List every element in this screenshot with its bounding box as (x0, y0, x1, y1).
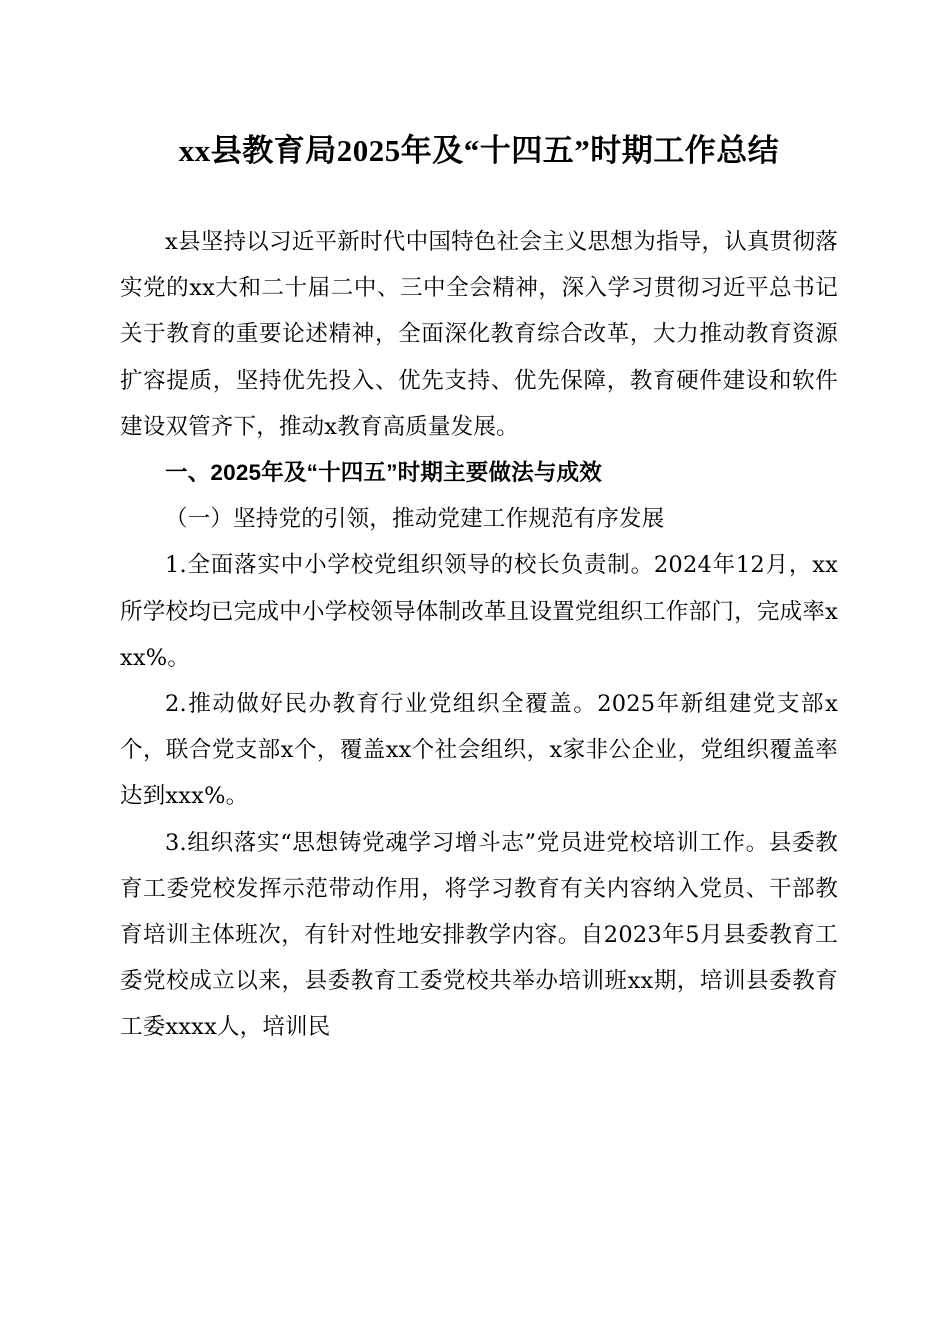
title-spacer (120, 176, 838, 219)
document-title: xx县教育局2025年及“十四五”时期工作总结 (178, 133, 780, 168)
paragraph-item-1: 1.全面落实中小学校党组织领导的校长负责制。2024年12月，xx所学校均已完成中小学校领导体制改革且设置党组织工作部门，完成率xxx%。 (120, 552, 838, 671)
document-content (120, 0, 838, 1051)
section-heading-one: 一、2025年及“十四五”时期主要做法与成效 (165, 460, 602, 486)
paragraph-intro: x县坚持以习近平新时代中国特色社会主义思想为指导，认真贯彻落实党的xx大和二十届二中、三中全会精神，深入学习贯彻习近平总书记关于教育的重要论述精神，全面深化教育综合改革，大力推动教育资源扩容提质，坚持优先投入、优先支持、优先保障，教育硬件建设和软件建设双管齐下，推动x教育高质量发展。 (120, 229, 838, 440)
subsection-heading-one: （一）坚持党的引领，推动党建工作规范有序发展 (165, 506, 665, 533)
paragraph-item-3: 3.组织落实“思想铸党魂学习增斗志”党员进党校培训工作。县委教育工委党校发挥示范带动作用，将学习教育有关内容纳入党员、干部教育培训主体班次，有针对性地安排教学内容。自2023年5月县委教育工委党校成立以来，县委教育工委党校共举办培训班xx期，培训县委教育工委xxxx人，培训民 (120, 829, 838, 1041)
paragraph-item-2: 2.推动做好民办教育行业党组织全覆盖。2025年新组建党支部x个，联合党支部x个，覆盖xx个社会组织，x家非公企业，党组织覆盖率达到xxx%。 (120, 691, 838, 810)
